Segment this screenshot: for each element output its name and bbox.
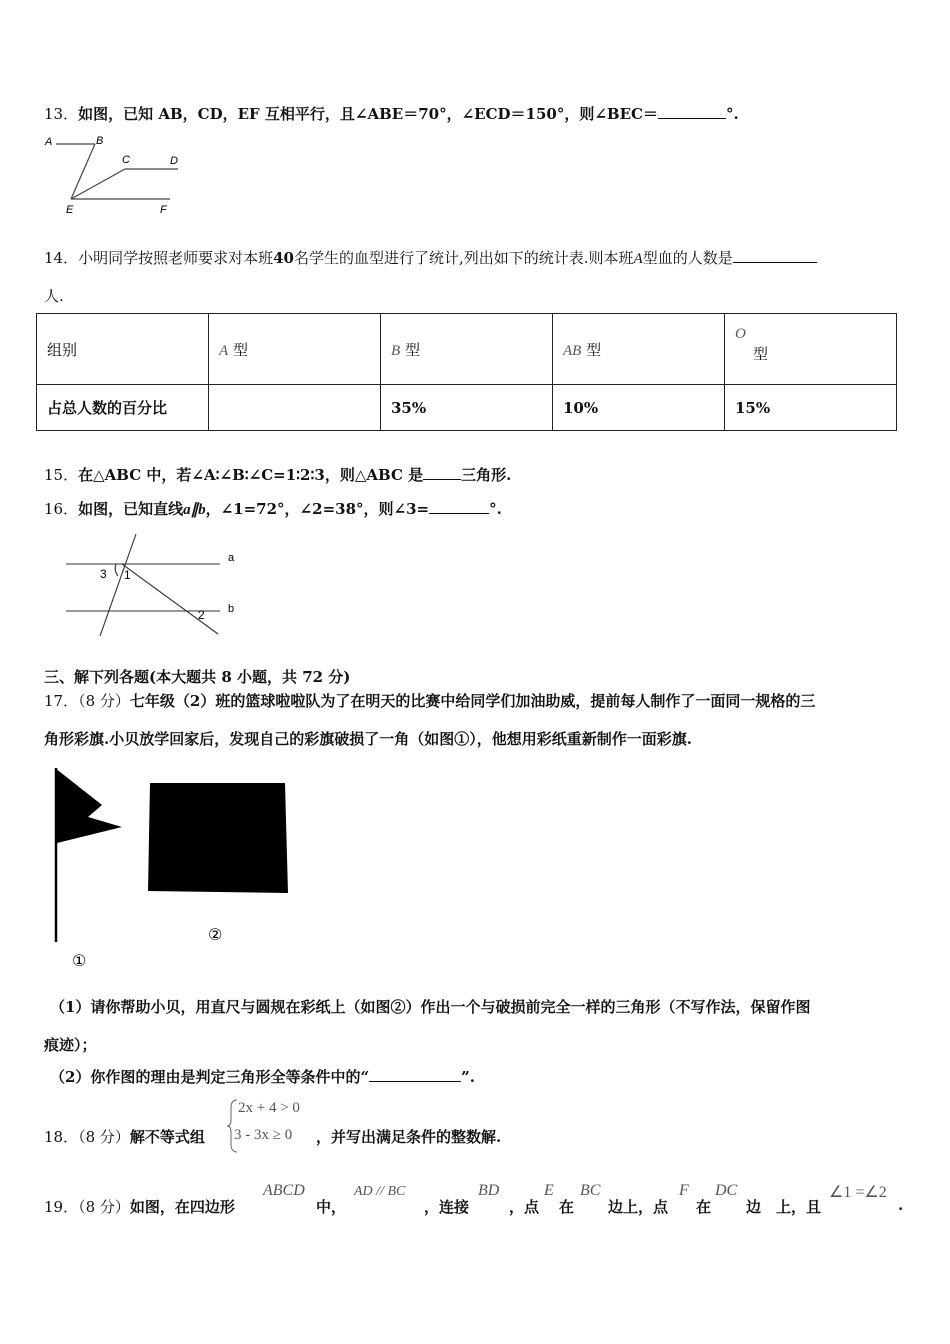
q19-text: ，连接 — [424, 1198, 470, 1216]
question-18-tail: ，并写出满足条件的整数解. — [316, 1128, 502, 1146]
answer-blank — [658, 106, 726, 119]
transversal-1 — [100, 534, 136, 636]
question-text: ，∠1=72°，∠2=38°，则∠3= — [205, 500, 430, 518]
question-tail: °. — [725, 105, 739, 123]
table-header-cell — [725, 314, 897, 385]
cell-var: A — [219, 342, 229, 359]
q19-text: 在 — [559, 1198, 575, 1216]
label-d: D — [170, 155, 178, 167]
question-17-sub1: （1）请你帮助小贝，用直尺与圆规在彩纸上（如图②）作出一个与破损前完全一样的三角形（不写作法，保留作图 — [50, 998, 811, 1016]
table-header-cell — [209, 314, 381, 385]
question-text: 人. — [44, 287, 64, 305]
question-14-line2 — [44, 285, 64, 306]
question-text: 小明同学按照老师要求对本班 — [78, 249, 274, 267]
cell-var: AB — [563, 342, 582, 359]
cell-var: O — [735, 326, 746, 342]
question-text: 七年级（2）班的篮球啦啦队为了在明天的比赛中给同学们加油助威，提前每人制作了一面同一规格的三 — [129, 692, 816, 710]
table-cell: 占总人数的百分比 — [37, 385, 209, 431]
label-f: F — [160, 204, 167, 216]
label-2: 2 — [198, 608, 205, 622]
cell-label: 组别 — [47, 340, 78, 359]
label-a: A — [45, 136, 53, 148]
cell-label: 型 — [404, 340, 420, 359]
answer-blank — [429, 501, 489, 514]
question-18 — [44, 1126, 205, 1147]
parallel-lines-var: a∥b — [183, 502, 206, 518]
cell-label: 型 — [586, 340, 602, 359]
label-b: b — [228, 603, 235, 615]
inequality-2: 3 - 3x ≥ 0 — [234, 1127, 293, 1143]
cell-label: 型 — [753, 345, 769, 363]
table-cell: 35% — [381, 385, 553, 431]
question-number: 14． — [44, 249, 79, 267]
angle-arc — [115, 564, 118, 576]
var-e: E — [544, 1182, 554, 1199]
answer-blank — [369, 1069, 461, 1082]
table-row — [37, 314, 897, 385]
broken-flag-icon — [55, 768, 122, 843]
table-cell: 10% — [553, 385, 725, 431]
figure-flags-q17 — [50, 765, 300, 975]
blood-type-table — [36, 313, 897, 431]
section-title: 三、解下列各题(本大题共 8 小题，共 72 分) — [44, 668, 351, 686]
answer-blank — [733, 250, 817, 263]
q19-text: 中， — [316, 1198, 347, 1216]
q19-text: . — [898, 1196, 904, 1214]
label-b: B — [96, 135, 104, 147]
question-tail: ”. — [461, 1068, 475, 1086]
label-a: a — [228, 552, 235, 564]
question-text: 解不等式组 — [129, 1128, 205, 1146]
table-row — [37, 385, 897, 431]
student-count: 40 — [273, 249, 294, 267]
var-f: F — [679, 1182, 689, 1199]
question-number: 19． — [44, 1198, 79, 1216]
var-ad-bc: AD // BC — [354, 1184, 406, 1199]
question-number: 13． — [44, 105, 79, 123]
question-number: 18． — [44, 1128, 79, 1146]
question-text: 如图，在四边形 — [129, 1198, 235, 1216]
table-header-cell — [381, 314, 553, 385]
question-tail: 三角形. — [461, 466, 512, 484]
var-bd: BD — [478, 1182, 500, 1199]
q19-text: ，点 — [509, 1198, 540, 1216]
line-ec — [71, 169, 125, 199]
figure-2-label: ② — [208, 925, 223, 944]
var-bc: BC — [580, 1182, 601, 1199]
question-17-sub2 — [50, 1066, 475, 1087]
question-17-sub1-line2: 痕迹）； — [44, 1036, 97, 1054]
question-score: （8 分） — [78, 1128, 130, 1146]
table-header-cell — [37, 314, 209, 385]
label-1: 1 — [124, 568, 131, 582]
question-number: 17． — [44, 692, 79, 710]
var-dc: DC — [715, 1182, 738, 1199]
question-text: 型血的人数是 — [642, 249, 733, 267]
table-header-cell — [553, 314, 725, 385]
question-score: （8 分） — [78, 1198, 130, 1216]
question-text: （2）你作图的理由是判定三角形全等条件中的“ — [50, 1068, 370, 1086]
figure-1-label: ① — [72, 951, 87, 970]
question-score: （8 分） — [78, 692, 130, 710]
var-abcd: ABCD — [263, 1182, 305, 1199]
question-number: 15． — [44, 466, 79, 484]
question-text: 如图，已知直线 — [78, 500, 184, 518]
table-cell: 15% — [725, 385, 897, 431]
transversal-2 — [122, 564, 218, 634]
answer-blank — [423, 467, 461, 480]
line-be — [71, 144, 95, 199]
question-17 — [44, 690, 815, 711]
figure-parallel-lines-q16 — [60, 530, 250, 640]
table-cell — [209, 385, 381, 431]
question-19 — [44, 1196, 235, 1217]
question-tail: °. — [489, 500, 502, 518]
q19-text: 边上，点 — [608, 1198, 669, 1216]
figure-parallel-lines-q13 — [40, 132, 190, 218]
question-13 — [44, 103, 739, 124]
question-text: 名学生的血型进行了统计,列出如下的统计表.则本班 — [293, 249, 634, 267]
q19-text: 在 — [696, 1198, 712, 1216]
question-number: 16． — [44, 500, 79, 518]
question-15 — [44, 464, 511, 485]
paper-square-icon — [148, 783, 288, 893]
label-e: E — [66, 204, 74, 216]
question-17-line2: 角形彩旗.小贝放学回家后，发现自己的彩旗破损了一角（如图①），他想用彩纸重新制作一面彩旗. — [44, 730, 692, 748]
question-16 — [44, 498, 502, 519]
label-3: 3 — [100, 567, 107, 581]
cell-label: 型 — [232, 340, 248, 359]
question-text: 在△ABC 中，若∠A∶∠B∶∠C=1∶2∶3，则△ABC 是 — [78, 466, 424, 484]
var-angle-eq: ∠1 =∠2 — [829, 1184, 887, 1201]
inequality-1: 2x + 4 > 0 — [238, 1100, 300, 1116]
blood-type-var: A — [633, 251, 643, 267]
label-c: C — [122, 154, 130, 166]
q19-text: 边 上，且 — [746, 1198, 822, 1216]
cell-var: B — [391, 342, 401, 359]
question-14 — [44, 247, 817, 268]
question-text: 如图，已知 AB，CD，EF 互相平行，且∠ABE＝70°，∠ECD＝150°，则∠BEC＝ — [78, 105, 658, 123]
